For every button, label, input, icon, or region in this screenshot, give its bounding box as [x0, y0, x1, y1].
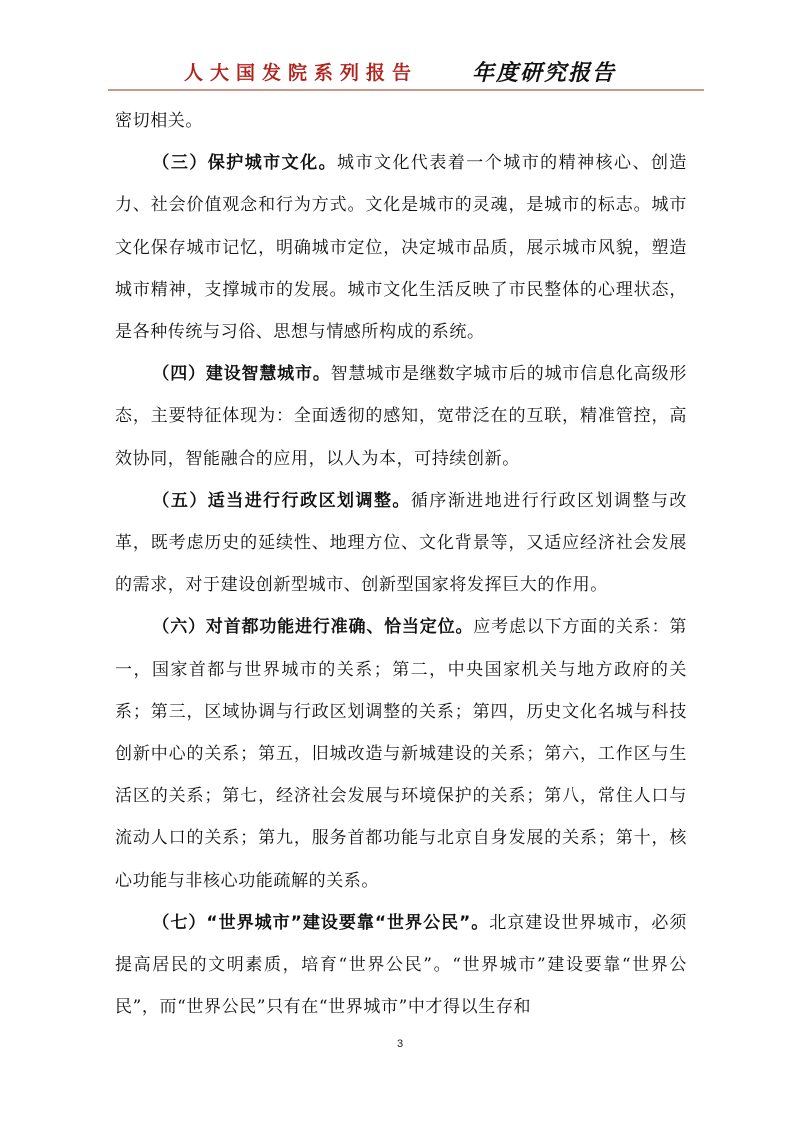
header-report-title: 年度研究报告 [472, 60, 617, 86]
paragraph-heading: （四）建设智慧城市。 [152, 364, 331, 385]
paragraph-heading: （七）“世界城市”建设要靠“世界公民”。 [152, 912, 490, 933]
header-divider [108, 89, 704, 91]
paragraph-text: 北京建设世界城市，必须提高居民的文明素质，培育“世界公民”。“世界城市”建设要靠“世界公民”，而“世界公民”只有在“世界城市”中才得以生存和 [115, 912, 687, 1018]
paragraph-smart-city [115, 353, 687, 480]
paragraph-text: 智慧城市是继数字城市后的城市信息化高级形态，主要特征体现为：全面透彻的感知，宽带泛在的互联，精准管控，高效协同，智能融合的应用，以人为本，可持续创新。 [115, 364, 688, 469]
paragraph-text: 应考虑以下方面的关系：第一，国家首都与世界城市的关系；第二，中央国家机关与地方政府的关系；第三，区域协调与行政区划调整的关系；第四，历史文化名城与科技创新中心的关系；第五，旧城改造与新城建设的关系；第六，工作区与生活区的关系；第七，经济社会发展与环境保护的关系；第八，常住人口与流动人口的关系；第九，服务首都功能与北京自身发展的关系；第十，核心功能与非核心功能疏解的关系。 [115, 617, 687, 891]
paragraph-heading: （六）对首都功能进行准确、恰当定位。 [152, 617, 474, 638]
paragraph-text: 循序渐进地进行行政区划调整与改革，既考虑历史的延续性、地理方位、文化背景等，又适应经济社会发展的需求，对于建设创新型城市、创新型国家将发挥巨大的作用。 [115, 490, 688, 596]
page-number: 3 [396, 1038, 404, 1050]
paragraph-heading: （三）保护城市文化。 [152, 153, 338, 174]
paragraph-heading: （五）适当进行行政区划调整。 [152, 490, 411, 511]
paragraph-text: 城市文化代表着一个城市的精神核心、创造力、社会价值观念和行为方式。文化是城市的灵魂，是城市的标志。城市文化保存城市记忆，明确城市定位，决定城市品质，展示城市风貌，塑造城市精神，支撑城市的发展。城市文化生活反映了市民整体的心理状态，是各种传统与习俗、思想与情感所构成的系统。 [115, 153, 688, 343]
page-header [108, 54, 700, 90]
paragraph-capital-function [115, 606, 687, 901]
paragraph-world-citizen [115, 902, 687, 1029]
paragraph-administrative-division [115, 480, 687, 607]
paragraph-urban-culture [115, 142, 687, 353]
document-body [115, 100, 687, 1028]
header-series-title: 人大国发院系列报告 [184, 62, 419, 84]
paragraph-continuation [115, 100, 687, 142]
paragraph-text: 密切相关。 [115, 111, 203, 131]
